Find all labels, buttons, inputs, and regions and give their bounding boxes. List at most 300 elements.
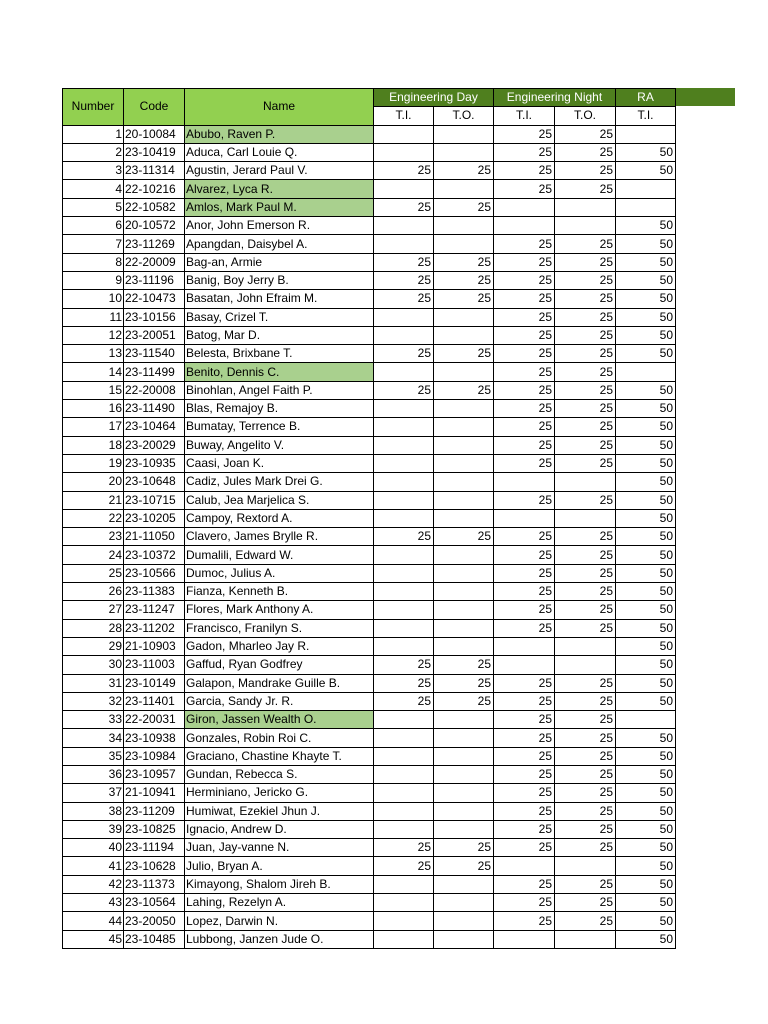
table-row[interactable] [63, 674, 676, 692]
day-to-cell[interactable] [434, 619, 494, 637]
ra-ti-cell[interactable]: 50 [616, 601, 676, 619]
row-code-cell[interactable]: 23-10419 [124, 143, 185, 161]
row-name-cell[interactable]: Francisco, Franilyn S. [185, 619, 374, 637]
night-to-cell[interactable]: 25 [555, 747, 616, 765]
table-row[interactable] [63, 454, 676, 472]
night-to-cell[interactable]: 25 [555, 711, 616, 729]
table-row[interactable] [63, 747, 676, 765]
row-name-cell[interactable]: Binohlan, Angel Faith P. [185, 381, 374, 399]
day-ti-cell[interactable] [374, 436, 434, 454]
day-to-cell[interactable]: 25 [434, 253, 494, 271]
night-to-cell[interactable]: 25 [555, 436, 616, 454]
ra-ti-cell[interactable]: 50 [616, 820, 676, 838]
day-to-cell[interactable]: 25 [434, 198, 494, 216]
row-number-cell[interactable]: 30 [63, 656, 124, 674]
header-ra[interactable]: RA [616, 89, 676, 107]
ra-ti-cell[interactable]: 50 [616, 326, 676, 344]
row-code-cell[interactable]: 21-10941 [124, 784, 185, 802]
night-to-cell[interactable]: 25 [555, 290, 616, 308]
night-ti-cell[interactable]: 25 [494, 692, 555, 710]
ra-ti-cell[interactable]: 50 [616, 839, 676, 857]
row-name-cell[interactable]: Agustin, Jerard Paul V. [185, 162, 374, 180]
day-to-cell[interactable] [434, 564, 494, 582]
ra-ti-cell[interactable]: 50 [616, 656, 676, 674]
row-name-cell[interactable]: Humiwat, Ezekiel Jhun J. [185, 802, 374, 820]
night-to-cell[interactable]: 25 [555, 253, 616, 271]
table-row[interactable] [63, 601, 676, 619]
table-row[interactable] [63, 692, 676, 710]
night-to-cell[interactable]: 25 [555, 381, 616, 399]
row-number-cell[interactable]: 13 [63, 345, 124, 363]
day-to-cell[interactable] [434, 180, 494, 198]
row-number-cell[interactable]: 3 [63, 162, 124, 180]
day-ti-cell[interactable]: 25 [374, 839, 434, 857]
night-ti-cell[interactable]: 25 [494, 747, 555, 765]
night-ti-cell[interactable]: 25 [494, 253, 555, 271]
row-number-cell[interactable]: 11 [63, 308, 124, 326]
ra-ti-cell[interactable]: 50 [616, 583, 676, 601]
row-code-cell[interactable]: 23-10485 [124, 930, 185, 948]
row-code-cell[interactable]: 23-11269 [124, 235, 185, 253]
table-row[interactable] [63, 912, 676, 930]
day-ti-cell[interactable] [374, 894, 434, 912]
day-ti-cell[interactable] [374, 143, 434, 161]
table-row[interactable] [63, 235, 676, 253]
night-ti-cell[interactable]: 25 [494, 564, 555, 582]
row-code-cell[interactable]: 23-11490 [124, 400, 185, 418]
row-name-cell[interactable]: Giron, Jassen Wealth O. [185, 711, 374, 729]
row-name-cell[interactable]: Benito, Dennis C. [185, 363, 374, 381]
row-code-cell[interactable]: 23-10564 [124, 894, 185, 912]
night-ti-cell[interactable] [494, 637, 555, 655]
table-row[interactable] [63, 820, 676, 838]
night-ti-cell[interactable]: 25 [494, 271, 555, 289]
table-row[interactable] [63, 381, 676, 399]
table-row[interactable] [63, 418, 676, 436]
night-to-cell[interactable] [555, 509, 616, 527]
day-to-cell[interactable] [434, 583, 494, 601]
row-number-cell[interactable]: 38 [63, 802, 124, 820]
table-row[interactable] [63, 930, 676, 948]
row-number-cell[interactable]: 19 [63, 454, 124, 472]
row-code-cell[interactable]: 23-10984 [124, 747, 185, 765]
night-to-cell[interactable]: 25 [555, 454, 616, 472]
table-row[interactable] [63, 875, 676, 893]
night-ti-cell[interactable]: 25 [494, 363, 555, 381]
row-number-cell[interactable]: 14 [63, 363, 124, 381]
ra-ti-cell[interactable]: 50 [616, 381, 676, 399]
night-ti-cell[interactable]: 25 [494, 674, 555, 692]
night-ti-cell[interactable]: 25 [494, 162, 555, 180]
ra-ti-cell[interactable]: 50 [616, 930, 676, 948]
day-to-cell[interactable] [434, 930, 494, 948]
day-to-cell[interactable] [434, 491, 494, 509]
row-number-cell[interactable]: 4 [63, 180, 124, 198]
night-to-cell[interactable]: 25 [555, 601, 616, 619]
ra-ti-cell[interactable]: 50 [616, 692, 676, 710]
ra-ti-cell[interactable]: 50 [616, 784, 676, 802]
night-to-cell[interactable]: 25 [555, 271, 616, 289]
day-to-cell[interactable] [434, 235, 494, 253]
day-to-cell[interactable] [434, 912, 494, 930]
table-row[interactable] [63, 400, 676, 418]
day-ti-cell[interactable]: 25 [374, 692, 434, 710]
table-row[interactable] [63, 162, 676, 180]
day-to-cell[interactable] [434, 820, 494, 838]
night-ti-cell[interactable]: 25 [494, 784, 555, 802]
day-to-cell[interactable] [434, 400, 494, 418]
day-ti-cell[interactable] [374, 729, 434, 747]
day-ti-cell[interactable]: 25 [374, 271, 434, 289]
day-ti-cell[interactable] [374, 930, 434, 948]
day-ti-cell[interactable] [374, 546, 434, 564]
day-ti-cell[interactable] [374, 235, 434, 253]
row-number-cell[interactable]: 8 [63, 253, 124, 271]
night-to-cell[interactable]: 25 [555, 400, 616, 418]
row-name-cell[interactable]: Alvarez, Lyca R. [185, 180, 374, 198]
row-name-cell[interactable]: Gaffud, Ryan Godfrey [185, 656, 374, 674]
day-ti-cell[interactable]: 25 [374, 674, 434, 692]
ra-ti-cell[interactable] [616, 180, 676, 198]
row-code-cell[interactable]: 23-11194 [124, 839, 185, 857]
row-number-cell[interactable]: 1 [63, 125, 124, 143]
row-number-cell[interactable]: 40 [63, 839, 124, 857]
night-ti-cell[interactable]: 25 [494, 418, 555, 436]
row-code-cell[interactable]: 23-10205 [124, 509, 185, 527]
row-name-cell[interactable]: Dumalili, Edward W. [185, 546, 374, 564]
ra-ti-cell[interactable]: 50 [616, 217, 676, 235]
day-ti-cell[interactable]: 25 [374, 857, 434, 875]
night-ti-cell[interactable]: 25 [494, 235, 555, 253]
day-ti-cell[interactable] [374, 820, 434, 838]
row-code-cell[interactable]: 23-10935 [124, 454, 185, 472]
night-to-cell[interactable] [555, 473, 616, 491]
row-name-cell[interactable]: Basay, Crizel T. [185, 308, 374, 326]
day-ti-cell[interactable]: 25 [374, 290, 434, 308]
ra-ti-cell[interactable]: 50 [616, 162, 676, 180]
ra-ti-cell[interactable]: 50 [616, 747, 676, 765]
day-to-cell[interactable] [434, 729, 494, 747]
row-code-cell[interactable]: 23-10825 [124, 820, 185, 838]
night-ti-cell[interactable]: 25 [494, 143, 555, 161]
day-to-cell[interactable] [434, 308, 494, 326]
day-to-cell[interactable] [434, 143, 494, 161]
row-number-cell[interactable]: 39 [63, 820, 124, 838]
day-ti-cell[interactable] [374, 363, 434, 381]
night-ti-cell[interactable]: 25 [494, 601, 555, 619]
ra-ti-cell[interactable]: 50 [616, 857, 676, 875]
night-ti-cell[interactable]: 25 [494, 839, 555, 857]
night-to-cell[interactable]: 25 [555, 564, 616, 582]
night-to-cell[interactable]: 25 [555, 491, 616, 509]
night-to-cell[interactable]: 25 [555, 143, 616, 161]
row-name-cell[interactable]: Dumoc, Julius A. [185, 564, 374, 582]
night-ti-cell[interactable]: 25 [494, 308, 555, 326]
day-to-cell[interactable] [434, 326, 494, 344]
day-to-cell[interactable] [434, 217, 494, 235]
table-row[interactable] [63, 198, 676, 216]
night-to-cell[interactable]: 25 [555, 875, 616, 893]
row-name-cell[interactable]: Abubo, Raven P. [185, 125, 374, 143]
table-row[interactable] [63, 253, 676, 271]
ra-ti-cell[interactable]: 50 [616, 400, 676, 418]
night-ti-cell[interactable]: 25 [494, 326, 555, 344]
ra-ti-cell[interactable] [616, 711, 676, 729]
row-code-cell[interactable]: 22-10582 [124, 198, 185, 216]
row-number-cell[interactable]: 10 [63, 290, 124, 308]
ra-ti-cell[interactable]: 50 [616, 765, 676, 783]
day-to-cell[interactable] [434, 747, 494, 765]
row-name-cell[interactable]: Aduca, Carl Louie Q. [185, 143, 374, 161]
night-to-cell[interactable]: 25 [555, 894, 616, 912]
night-ti-cell[interactable] [494, 857, 555, 875]
row-name-cell[interactable]: Kimayong, Shalom Jireh B. [185, 875, 374, 893]
night-ti-cell[interactable]: 25 [494, 711, 555, 729]
table-row[interactable] [63, 528, 676, 546]
row-number-cell[interactable]: 37 [63, 784, 124, 802]
row-code-cell[interactable]: 23-11314 [124, 162, 185, 180]
row-code-cell[interactable]: 23-20050 [124, 912, 185, 930]
header-engineering-night[interactable]: Engineering Night [494, 89, 616, 107]
day-ti-cell[interactable] [374, 400, 434, 418]
row-code-cell[interactable]: 23-10957 [124, 765, 185, 783]
row-number-cell[interactable]: 41 [63, 857, 124, 875]
day-ti-cell[interactable] [374, 619, 434, 637]
day-to-cell[interactable] [434, 125, 494, 143]
table-row[interactable] [63, 180, 676, 198]
night-to-cell[interactable] [555, 637, 616, 655]
row-name-cell[interactable]: Blas, Remajoy B. [185, 400, 374, 418]
row-code-cell[interactable]: 21-10903 [124, 637, 185, 655]
row-code-cell[interactable]: 23-11202 [124, 619, 185, 637]
table-row[interactable] [63, 436, 676, 454]
row-name-cell[interactable]: Ignacio, Andrew D. [185, 820, 374, 838]
ra-ti-cell[interactable]: 50 [616, 235, 676, 253]
day-to-cell[interactable] [434, 601, 494, 619]
day-to-cell[interactable] [434, 875, 494, 893]
day-ti-cell[interactable] [374, 637, 434, 655]
row-number-cell[interactable]: 20 [63, 473, 124, 491]
row-name-cell[interactable]: Clavero, James Brylle R. [185, 528, 374, 546]
day-ti-cell[interactable]: 25 [374, 381, 434, 399]
day-ti-cell[interactable] [374, 765, 434, 783]
row-name-cell[interactable]: Lopez, Darwin N. [185, 912, 374, 930]
row-number-cell[interactable]: 32 [63, 692, 124, 710]
row-name-cell[interactable]: Campoy, Rextord A. [185, 509, 374, 527]
row-code-cell[interactable]: 23-11196 [124, 271, 185, 289]
night-ti-cell[interactable]: 25 [494, 345, 555, 363]
night-to-cell[interactable]: 25 [555, 765, 616, 783]
night-ti-cell[interactable]: 25 [494, 875, 555, 893]
day-to-cell[interactable] [434, 363, 494, 381]
night-ti-cell[interactable]: 25 [494, 290, 555, 308]
ra-ti-cell[interactable]: 50 [616, 253, 676, 271]
day-to-cell[interactable] [434, 802, 494, 820]
day-ti-cell[interactable] [374, 583, 434, 601]
header-name[interactable]: Name [185, 89, 374, 126]
night-ti-cell[interactable]: 25 [494, 528, 555, 546]
day-ti-cell[interactable] [374, 601, 434, 619]
row-number-cell[interactable]: 21 [63, 491, 124, 509]
header-code[interactable]: Code [124, 89, 185, 126]
row-name-cell[interactable]: Banig, Boy Jerry B. [185, 271, 374, 289]
night-to-cell[interactable]: 25 [555, 326, 616, 344]
table-row[interactable] [63, 564, 676, 582]
row-name-cell[interactable]: Belesta, Brixbane T. [185, 345, 374, 363]
ra-ti-cell[interactable] [616, 198, 676, 216]
row-name-cell[interactable]: Lahing, Rezelyn A. [185, 894, 374, 912]
day-to-cell[interactable] [434, 418, 494, 436]
day-ti-cell[interactable]: 25 [374, 528, 434, 546]
row-name-cell[interactable]: Galapon, Mandrake Guille B. [185, 674, 374, 692]
day-to-cell[interactable] [434, 509, 494, 527]
subheader-day-to[interactable]: T.O. [434, 107, 494, 125]
night-to-cell[interactable]: 25 [555, 162, 616, 180]
night-to-cell[interactable]: 25 [555, 583, 616, 601]
night-ti-cell[interactable]: 25 [494, 802, 555, 820]
night-to-cell[interactable] [555, 656, 616, 674]
row-name-cell[interactable]: Bag-an, Armie [185, 253, 374, 271]
night-to-cell[interactable]: 25 [555, 546, 616, 564]
day-ti-cell[interactable] [374, 509, 434, 527]
day-to-cell[interactable] [434, 765, 494, 783]
header-engineering-day[interactable]: Engineering Day [374, 89, 494, 107]
row-name-cell[interactable]: Gadon, Mharleo Jay R. [185, 637, 374, 655]
day-to-cell[interactable]: 25 [434, 656, 494, 674]
night-ti-cell[interactable]: 25 [494, 436, 555, 454]
row-code-cell[interactable]: 23-11003 [124, 656, 185, 674]
row-name-cell[interactable]: Gonzales, Robin Roi C. [185, 729, 374, 747]
ra-ti-cell[interactable]: 50 [616, 491, 676, 509]
day-to-cell[interactable]: 25 [434, 528, 494, 546]
row-number-cell[interactable]: 31 [63, 674, 124, 692]
header-number[interactable]: Number [63, 89, 124, 126]
row-code-cell[interactable]: 20-10572 [124, 217, 185, 235]
row-number-cell[interactable]: 18 [63, 436, 124, 454]
night-ti-cell[interactable]: 25 [494, 381, 555, 399]
row-code-cell[interactable]: 21-11050 [124, 528, 185, 546]
row-number-cell[interactable]: 9 [63, 271, 124, 289]
row-code-cell[interactable]: 23-20029 [124, 436, 185, 454]
day-ti-cell[interactable] [374, 912, 434, 930]
night-ti-cell[interactable]: 25 [494, 546, 555, 564]
row-code-cell[interactable]: 23-10156 [124, 308, 185, 326]
row-code-cell[interactable]: 23-10715 [124, 491, 185, 509]
row-name-cell[interactable]: Amlos, Mark Paul M. [185, 198, 374, 216]
day-to-cell[interactable] [434, 436, 494, 454]
table-row[interactable] [63, 656, 676, 674]
night-to-cell[interactable] [555, 930, 616, 948]
night-to-cell[interactable]: 25 [555, 528, 616, 546]
day-ti-cell[interactable] [374, 747, 434, 765]
ra-ti-cell[interactable]: 50 [616, 894, 676, 912]
night-ti-cell[interactable]: 25 [494, 894, 555, 912]
day-ti-cell[interactable]: 25 [374, 162, 434, 180]
day-ti-cell[interactable] [374, 454, 434, 472]
night-to-cell[interactable]: 25 [555, 125, 616, 143]
night-to-cell[interactable]: 25 [555, 729, 616, 747]
night-ti-cell[interactable] [494, 217, 555, 235]
night-ti-cell[interactable] [494, 930, 555, 948]
row-code-cell[interactable]: 23-11401 [124, 692, 185, 710]
table-row[interactable] [63, 491, 676, 509]
night-to-cell[interactable] [555, 217, 616, 235]
row-number-cell[interactable]: 27 [63, 601, 124, 619]
row-number-cell[interactable]: 25 [63, 564, 124, 582]
night-ti-cell[interactable]: 25 [494, 491, 555, 509]
row-code-cell[interactable]: 23-10648 [124, 473, 185, 491]
ra-ti-cell[interactable]: 50 [616, 802, 676, 820]
row-number-cell[interactable]: 17 [63, 418, 124, 436]
night-to-cell[interactable]: 25 [555, 180, 616, 198]
subheader-day-ti[interactable]: T.I. [374, 107, 434, 125]
ra-ti-cell[interactable]: 50 [616, 875, 676, 893]
row-name-cell[interactable]: Julio, Bryan A. [185, 857, 374, 875]
row-name-cell[interactable]: Garcia, Sandy Jr. R. [185, 692, 374, 710]
night-to-cell[interactable]: 25 [555, 692, 616, 710]
day-ti-cell[interactable]: 25 [374, 656, 434, 674]
day-to-cell[interactable]: 25 [434, 290, 494, 308]
night-ti-cell[interactable]: 25 [494, 125, 555, 143]
night-ti-cell[interactable]: 25 [494, 619, 555, 637]
night-ti-cell[interactable]: 25 [494, 583, 555, 601]
row-name-cell[interactable]: Basatan, John Efraim M. [185, 290, 374, 308]
row-code-cell[interactable]: 22-20009 [124, 253, 185, 271]
night-ti-cell[interactable]: 25 [494, 765, 555, 783]
row-code-cell[interactable]: 22-20031 [124, 711, 185, 729]
night-to-cell[interactable]: 25 [555, 820, 616, 838]
table-row[interactable] [63, 784, 676, 802]
table-row[interactable] [63, 345, 676, 363]
night-to-cell[interactable]: 25 [555, 839, 616, 857]
row-name-cell[interactable]: Fianza, Kenneth B. [185, 583, 374, 601]
ra-ti-cell[interactable]: 50 [616, 473, 676, 491]
row-number-cell[interactable]: 26 [63, 583, 124, 601]
night-to-cell[interactable]: 25 [555, 784, 616, 802]
row-code-cell[interactable]: 23-10628 [124, 857, 185, 875]
subheader-night-to[interactable]: T.O. [555, 107, 616, 125]
row-number-cell[interactable]: 22 [63, 509, 124, 527]
row-code-cell[interactable]: 23-11499 [124, 363, 185, 381]
row-name-cell[interactable]: Calub, Jea Marjelica S. [185, 491, 374, 509]
row-number-cell[interactable]: 15 [63, 381, 124, 399]
night-to-cell[interactable]: 25 [555, 802, 616, 820]
ra-ti-cell[interactable]: 50 [616, 637, 676, 655]
night-ti-cell[interactable] [494, 198, 555, 216]
ra-ti-cell[interactable]: 50 [616, 619, 676, 637]
night-to-cell[interactable]: 25 [555, 418, 616, 436]
night-to-cell[interactable] [555, 198, 616, 216]
day-ti-cell[interactable]: 25 [374, 345, 434, 363]
night-to-cell[interactable]: 25 [555, 345, 616, 363]
row-name-cell[interactable]: Flores, Mark Anthony A. [185, 601, 374, 619]
day-to-cell[interactable] [434, 637, 494, 655]
night-ti-cell[interactable]: 25 [494, 400, 555, 418]
row-number-cell[interactable]: 35 [63, 747, 124, 765]
day-to-cell[interactable] [434, 473, 494, 491]
row-name-cell[interactable]: Herminiano, Jericko G. [185, 784, 374, 802]
row-code-cell[interactable]: 23-20051 [124, 326, 185, 344]
table-row[interactable] [63, 217, 676, 235]
ra-ti-cell[interactable]: 50 [616, 564, 676, 582]
day-ti-cell[interactable]: 25 [374, 253, 434, 271]
day-to-cell[interactable] [434, 784, 494, 802]
table-row[interactable] [63, 765, 676, 783]
row-code-cell[interactable]: 23-10566 [124, 564, 185, 582]
row-code-cell[interactable]: 23-11540 [124, 345, 185, 363]
row-code-cell[interactable]: 23-10149 [124, 674, 185, 692]
row-code-cell[interactable]: 23-10372 [124, 546, 185, 564]
